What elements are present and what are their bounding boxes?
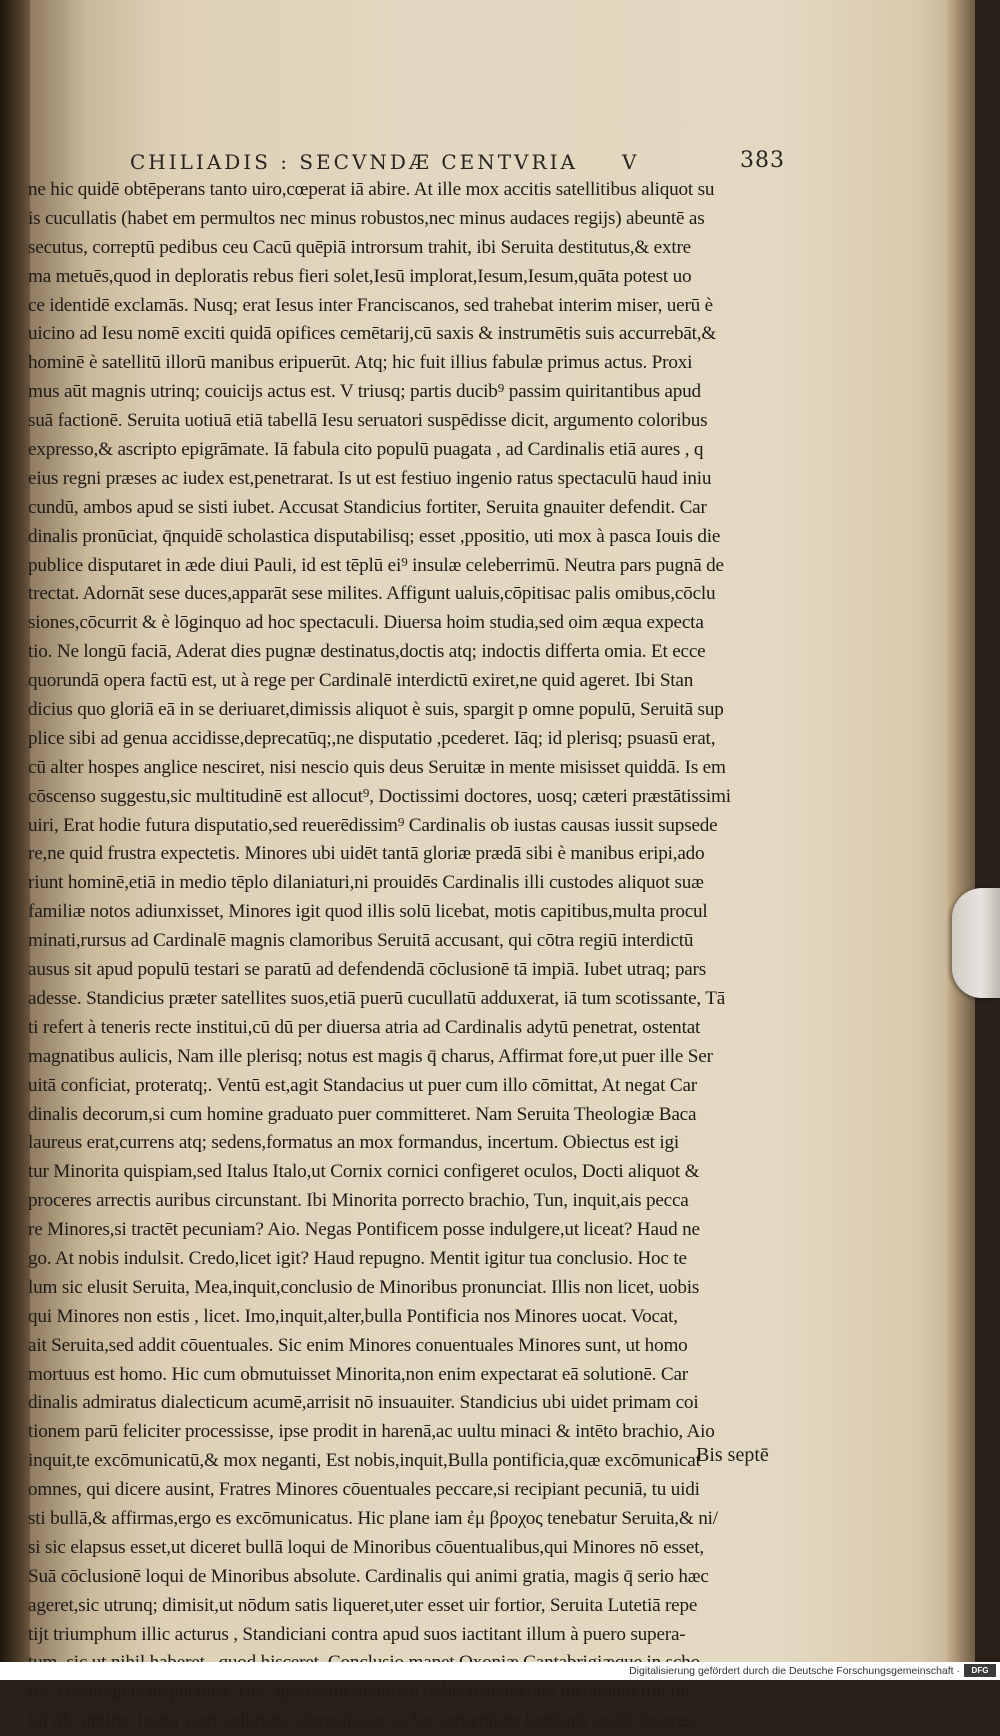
running-title: CHILIADIS : SECVNDÆ CENTVRIA bbox=[130, 150, 578, 174]
text-line: ausus sit apud populū testari se paratū ad defendendā cōclusionē tā impiā. Iubet utraq; pars bbox=[28, 959, 706, 981]
text-line: ti refert à teneris recte institui,cū dū per diuersa atria ad Cardinalis adytū penetrat, ostentat bbox=[28, 1016, 701, 1038]
text-line: lis. Theologicis disputanda. Hoc spectaculi quoniam nobis uehementer iucundum fuit,uo bbox=[28, 1681, 690, 1703]
text-line: sti bullā,& affirmas,ergo es excōmunicatus. Hic plane iam ἐμ βροχος tenebatur Seruita,& ni/ bbox=[28, 1507, 718, 1529]
text-line: lum sic elusit Seruita, Mea,inquit,conclusio de Minoribus pronunciat. Illis non licet, uobis bbox=[28, 1276, 700, 1298]
text-line: ce identidē exclamās. Nusq; erat Iesus inter Franciscanos, sed trahebat interim miser, uerū è bbox=[28, 294, 713, 316]
text-line: adesse. Standicius præter satellites suos,etiā puerū cucullatū adduxerat, iā tum scotissante, Tā bbox=[28, 987, 726, 1009]
text-line: re Minores,si tractēt pecuniam? Aio. Negas Pontificem posse indulgere,ut liceat? Haud ne bbox=[28, 1219, 700, 1241]
text-line: suā factionē. Seruita uotiuā etiā tabellā Iesu seruatori suspēdisse dicit, argumento coloribus bbox=[28, 410, 708, 432]
text-line: laureus erat,currens atq; sedens,formatus an mox formandus, incertum. Obiectus est igi bbox=[28, 1132, 679, 1154]
text-line: familiæ notos adiunxisset, Minores igit quod illis solū licebat, motis capitibus,multa procul bbox=[28, 901, 708, 923]
text-line: lui tibi optime lector eam uoluptate cōmunicare, ut hac amœnitate lectionis tædiū leuares. bbox=[28, 1710, 697, 1732]
text-line: cū alter hospes anglice nesciret, nisi nescio quis deus Seruitæ in mente misisset quiddā. Is em bbox=[28, 756, 726, 778]
text-line: go. At nobis indulsit. Credo,licet igit? Haud repugno. Mentit igitur tua conclusio. Hoc te bbox=[28, 1247, 687, 1269]
text-line: omnes, qui dicere ausint, Fratres Minores cōuentuales peccare,si recipiant pecuniā, tu uidi bbox=[28, 1479, 700, 1501]
text-line: cundū, ambos apud se sisti iubet. Accusat Standicius fortiter, Seruita gnauiter defendit. Car bbox=[28, 496, 707, 518]
text-line: tur Minorita quispiam,sed Italus Italo,ut Cornix cornici configeret oculos, Docti aliquot & bbox=[28, 1161, 700, 1183]
text-line: re,ne quid frustra expectetis. Minores ubi uidēt tantā gloriæ prædā sibi è manibus eripi,ado bbox=[28, 843, 705, 865]
text-line: tio. Ne longū faciā, Aderat dies pugnæ destinatus,doctis atq; indoctis differta omia. Et ecce bbox=[28, 641, 706, 663]
text-line: quorundā opera factū est, ut à rege per Cardinalē interdictū exiret,ne quid ageret. Ibi Stan bbox=[28, 670, 694, 692]
catchword: Bis septē bbox=[696, 1444, 769, 1466]
text-line: is cucullatis (habet em permultos nec minus robustos,nec minus audaces regijs) abeuntē as bbox=[28, 207, 705, 229]
text-line: ne hic quidē obtēperans tanto uiro,cœperat iā abire. At ille mox accitis satellitibus aliquot su bbox=[28, 179, 715, 200]
text-line: tijt triumphum illic acturus , Standiciani contra apud suos iactitant illum à puero supera- bbox=[28, 1623, 686, 1645]
text-line: tionem parū feliciter processisse, ipse prodit in harenā,ac uultu minaci & intēto brachio, Aio bbox=[28, 1421, 715, 1443]
text-line: secutus, correptū pedibus ceu Cacū quēpiā introrsum trahit, ibi Seruita destitutus,& extre bbox=[28, 236, 691, 258]
page-clip-tab bbox=[952, 888, 1000, 998]
text-line: inquit,te excōmunicatū,& mox neganti, Est nobis,inquit,Bulla pontificia,quæ excōmunicat bbox=[28, 1450, 701, 1472]
text-line: uitā conficiat, proteratq;. Ventū est,agit Standacius ut puer cum illo cōmittat, At negat Car bbox=[28, 1074, 697, 1096]
text-line: dinalis decorum,si cum homine graduato puer committeret. Nam Seruita Theologiæ Baca bbox=[28, 1103, 697, 1125]
text-line: ma metuēs,quod in deploratis rebus fieri solet,Iesū implorat,Iesum,Iesum,quāta potest uo bbox=[28, 265, 692, 287]
text-line: uicino ad Iesu nomē exciti quidā opifices cemētarij,cū saxis & instrumētis suis accurrebāt,& bbox=[28, 323, 717, 345]
text-line: mus aūt magnis utrinq; couicijs actus est. V triusq; partis ducib⁹ passim quiritantibus apud bbox=[28, 381, 701, 403]
text-line: Suā cōclusionē loqui de Minoribus absolute. Cardinalis qui animi gratia, magis q̄ serio hæc bbox=[28, 1565, 709, 1587]
footer-credit: Digitalisierung gefördert durch die Deutsche Forschungsgemeinschaft · bbox=[629, 1665, 960, 1677]
text-line: mortuus est homo. Hic cum obmutuisset Minorita,non enim expectarat eā solutionē. Car bbox=[28, 1363, 688, 1385]
text-line: riunt hominē,etiā in medio tēplo dilaniaturi,ni prouidēs Cardinalis illi custodes aliquot suæ bbox=[28, 872, 704, 894]
dfg-logo: DFG bbox=[964, 1664, 996, 1677]
text-line: dinalis admiratus dialecticum acumē,arrisit nō insuauiter. Standicius ubi uidet primam coi bbox=[28, 1392, 699, 1414]
text-line: ait Seruita,sed addit cōuentuales. Sic enim Minores conuentuales Minores sunt, ut homo bbox=[28, 1334, 688, 1356]
page-fore-edge bbox=[947, 0, 975, 1680]
text-line: dicius quo gloriā eā in se deriuaret,dimissis aliquot è suis, spargit p omne populū, Seruitā sup bbox=[28, 699, 724, 721]
running-header bbox=[130, 146, 790, 180]
page-number: 383 bbox=[740, 148, 785, 173]
text-line: siones,cōcurrit & è lōginquo ad hoc spectaculi. Diuersa hoim studia,sed oim æqua expecta bbox=[28, 612, 704, 634]
text-line: minati,rursus ad Cardinalē magnis clamoribus Seruitā accusant, qui cōtra regiū interdictū bbox=[28, 930, 694, 952]
text-line: cōscenso suggestu,sic multitudinē est allocut⁹, Doctissimi doctores, uosq; cæteri præstātissimi bbox=[28, 785, 731, 807]
text-line: uiri, Erat hodie futura disputatio,sed reuerēdissim⁹ Cardinalis ob iustas causas iussit supsede bbox=[28, 814, 718, 836]
signature-mark: V bbox=[622, 150, 640, 174]
body-text bbox=[28, 176, 788, 1736]
text-line: proceres arrectis auribus circunstant. Ibi Minorita porrecto brachio, Tun, inquit,ais pecca bbox=[28, 1190, 689, 1212]
text-line: ageret,sic utrunq; dimisit,ut nōdum satis liqueret,uter esset uir fortior, Seruita Lutetiā repe bbox=[28, 1594, 698, 1616]
text-line: trectat. Adornāt sese duces,apparāt sese milites. Affigunt ualuis,cōpitisac palis omibus,cōclu bbox=[28, 583, 716, 605]
text-line: eius regni præses ac iudex est,penetrarat. Is ut est festiuo ingenio ratus spectaculū haud iniu bbox=[28, 467, 712, 489]
text-line: si sic elapsus esset,ut diceret bullā loqui de Minoribus cōuentualibus,qui Minores nō esset, bbox=[28, 1536, 704, 1558]
text-line: expresso,& ascripto epigrāmate. Iā fabula cito populū puagata , ad Cardinalis etiā aures , q bbox=[28, 439, 704, 461]
digitization-footer bbox=[0, 1662, 1000, 1680]
text-line: publice disputaret in æde diui Pauli, id est tēplū ei⁹ insulæ celeberrimū. Neutra pars pugnā de bbox=[28, 554, 724, 576]
text-line: qui Minores non estis , licet. Imo,inquit,alter,bulla Pontificia nos Minores uocat. Vocat, bbox=[28, 1305, 678, 1327]
text-line: hominē è satellitū illorū manibus eripuerūt. Atq; hic fuit illius fabulæ primus actus. Proxi bbox=[28, 352, 693, 374]
text-line: magnatibus aulicis, Nam ille plerisq; notus est magis q̄ charus, Affirmat fore,ut puer ille Ser bbox=[28, 1045, 713, 1067]
text-line: plice sibi ad genua accidisse,deprecatūq;,ne disputatio ,pcederet. Iāq; id plerisq; psuasū erat, bbox=[28, 727, 716, 749]
text-line: dinalis pronūciat, q̄nquidē scholastica disputabilisq; esset ,ppositio, uti mox à pasca Iouis die bbox=[28, 525, 721, 547]
